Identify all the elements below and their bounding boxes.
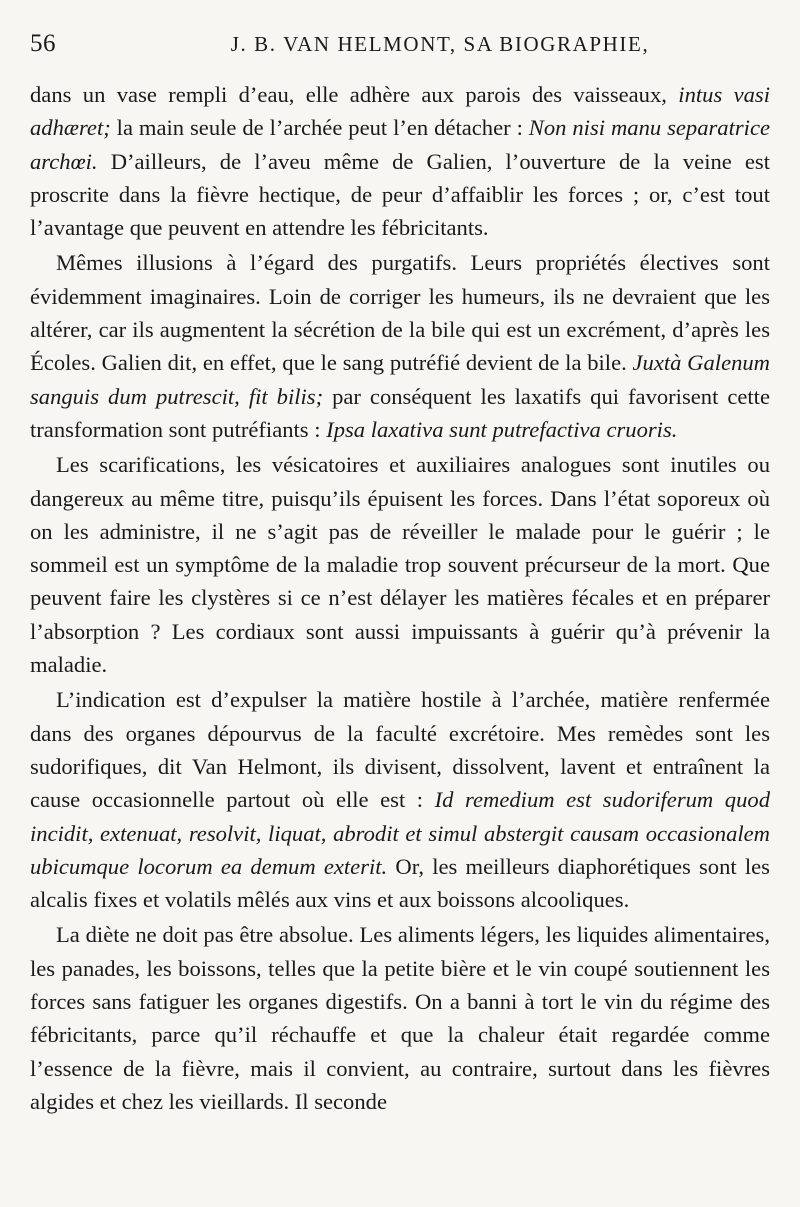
text-segment: par conséquent les laxatifs qui favorisent cette transformation sont putréfiants : (30, 383, 770, 442)
text-segment: Les scarifications, les vésicatoires et auxiliaires analogues sont inutiles ou dangereux au même titre, puisqu’ils épuisent les forces. Dans l’état soporeux où on les administre, il ne s’agit pas de réveiller le malade pour le guérir ; le sommeil est un symptôme de la maladie trop souvent précurseur de la mort. Que peuvent faire les clystères si ce n’est délayer les matières fécales et en préparer l’absorption ? Les cordiaux sont aussi impuissants à guérir qu’à prévenir la maladie. (30, 452, 770, 678)
paragraph-2 (30, 246, 770, 446)
text-segment: Mêmes illusions à l’égard des purgatifs. Leurs propriétés électives sont évidemment imaginaires. Loin de corriger les humeurs, ils ne devraient que les altérer, car ils augmentent la sécrétion de la bile qui est un excrément, d’après les Écoles. Galien dit, en effet, que le sang putréfié devient de la bile. (30, 250, 770, 376)
text-segment: dans un vase rempli d’eau, elle adhère aux parois des vaisseaux, (30, 82, 679, 107)
page-number: 56 (30, 30, 56, 57)
text-segment: D’ailleurs, de l’aveu même de Galien, l’ouverture de la veine est proscrite dans la fièvre hectique, de peur d’affaiblir les forces ; or, c’est tout l’avantage que peuvent en attendre les fébricitants. (30, 148, 770, 241)
latin-quote: intus vasi adhæret; (30, 82, 771, 141)
text-segment: la main seule de l’archée peut l’en détacher : (110, 115, 529, 141)
paragraph-5 (30, 918, 770, 1118)
latin-quote: Non nisi manu separatrice archœi. (30, 115, 770, 174)
text-segment: Or, les meilleurs diaphorétiques sont les alcalis fixes et volatils mêlés aux vins et aux boissons alcooliques. (30, 853, 770, 913)
paragraph-4 (30, 683, 770, 916)
latin-quote: Juxtà Galenum sanguis dum putrescit, fit bilis; (30, 350, 771, 409)
latin-quote: Ipsa laxativa sunt putrefactiva cruoris. (326, 416, 678, 442)
body-text (30, 78, 770, 1118)
page-header (30, 30, 770, 66)
latin-quote: Id remedium est sudoriferum quod incidit, extenuat, resolvit, liquat, abrodit et simul abstergit causam occasionalem ubicumque locorum ea demum exterit. (30, 787, 770, 879)
paragraph-3 (30, 448, 770, 681)
running-title: J. B. VAN HELMONT, SA BIOGRAPHIE, (230, 32, 650, 56)
text-segment: La diète ne doit pas être absolue. Les aliments légers, les liquides alimentaires, les panades, les boissons, telles que la petite bière et le vin coupé soutiennent les forces sans fatiguer les organes digestifs. On a banni à tort le vin du régime des fébricitants, parce qu’il réchauffe et que la chaleur était regardée comme l’essence de la fièvre, mais il convient, au contraire, surtout dans les fièvres algides et chez les vieillards. Il seconde (30, 922, 770, 1114)
text-segment: L’indication est d’expulser la matière hostile à l’archée, matière renfermée dans des organes dépourvus de la faculté excrétoire. Mes remèdes sont les sudorifiques, dit Van Helmont, ils divisent, dissolvent, lavent et entraînent la cause occasionnelle partout où elle est : (30, 687, 770, 813)
paragraph-1 (30, 78, 770, 244)
